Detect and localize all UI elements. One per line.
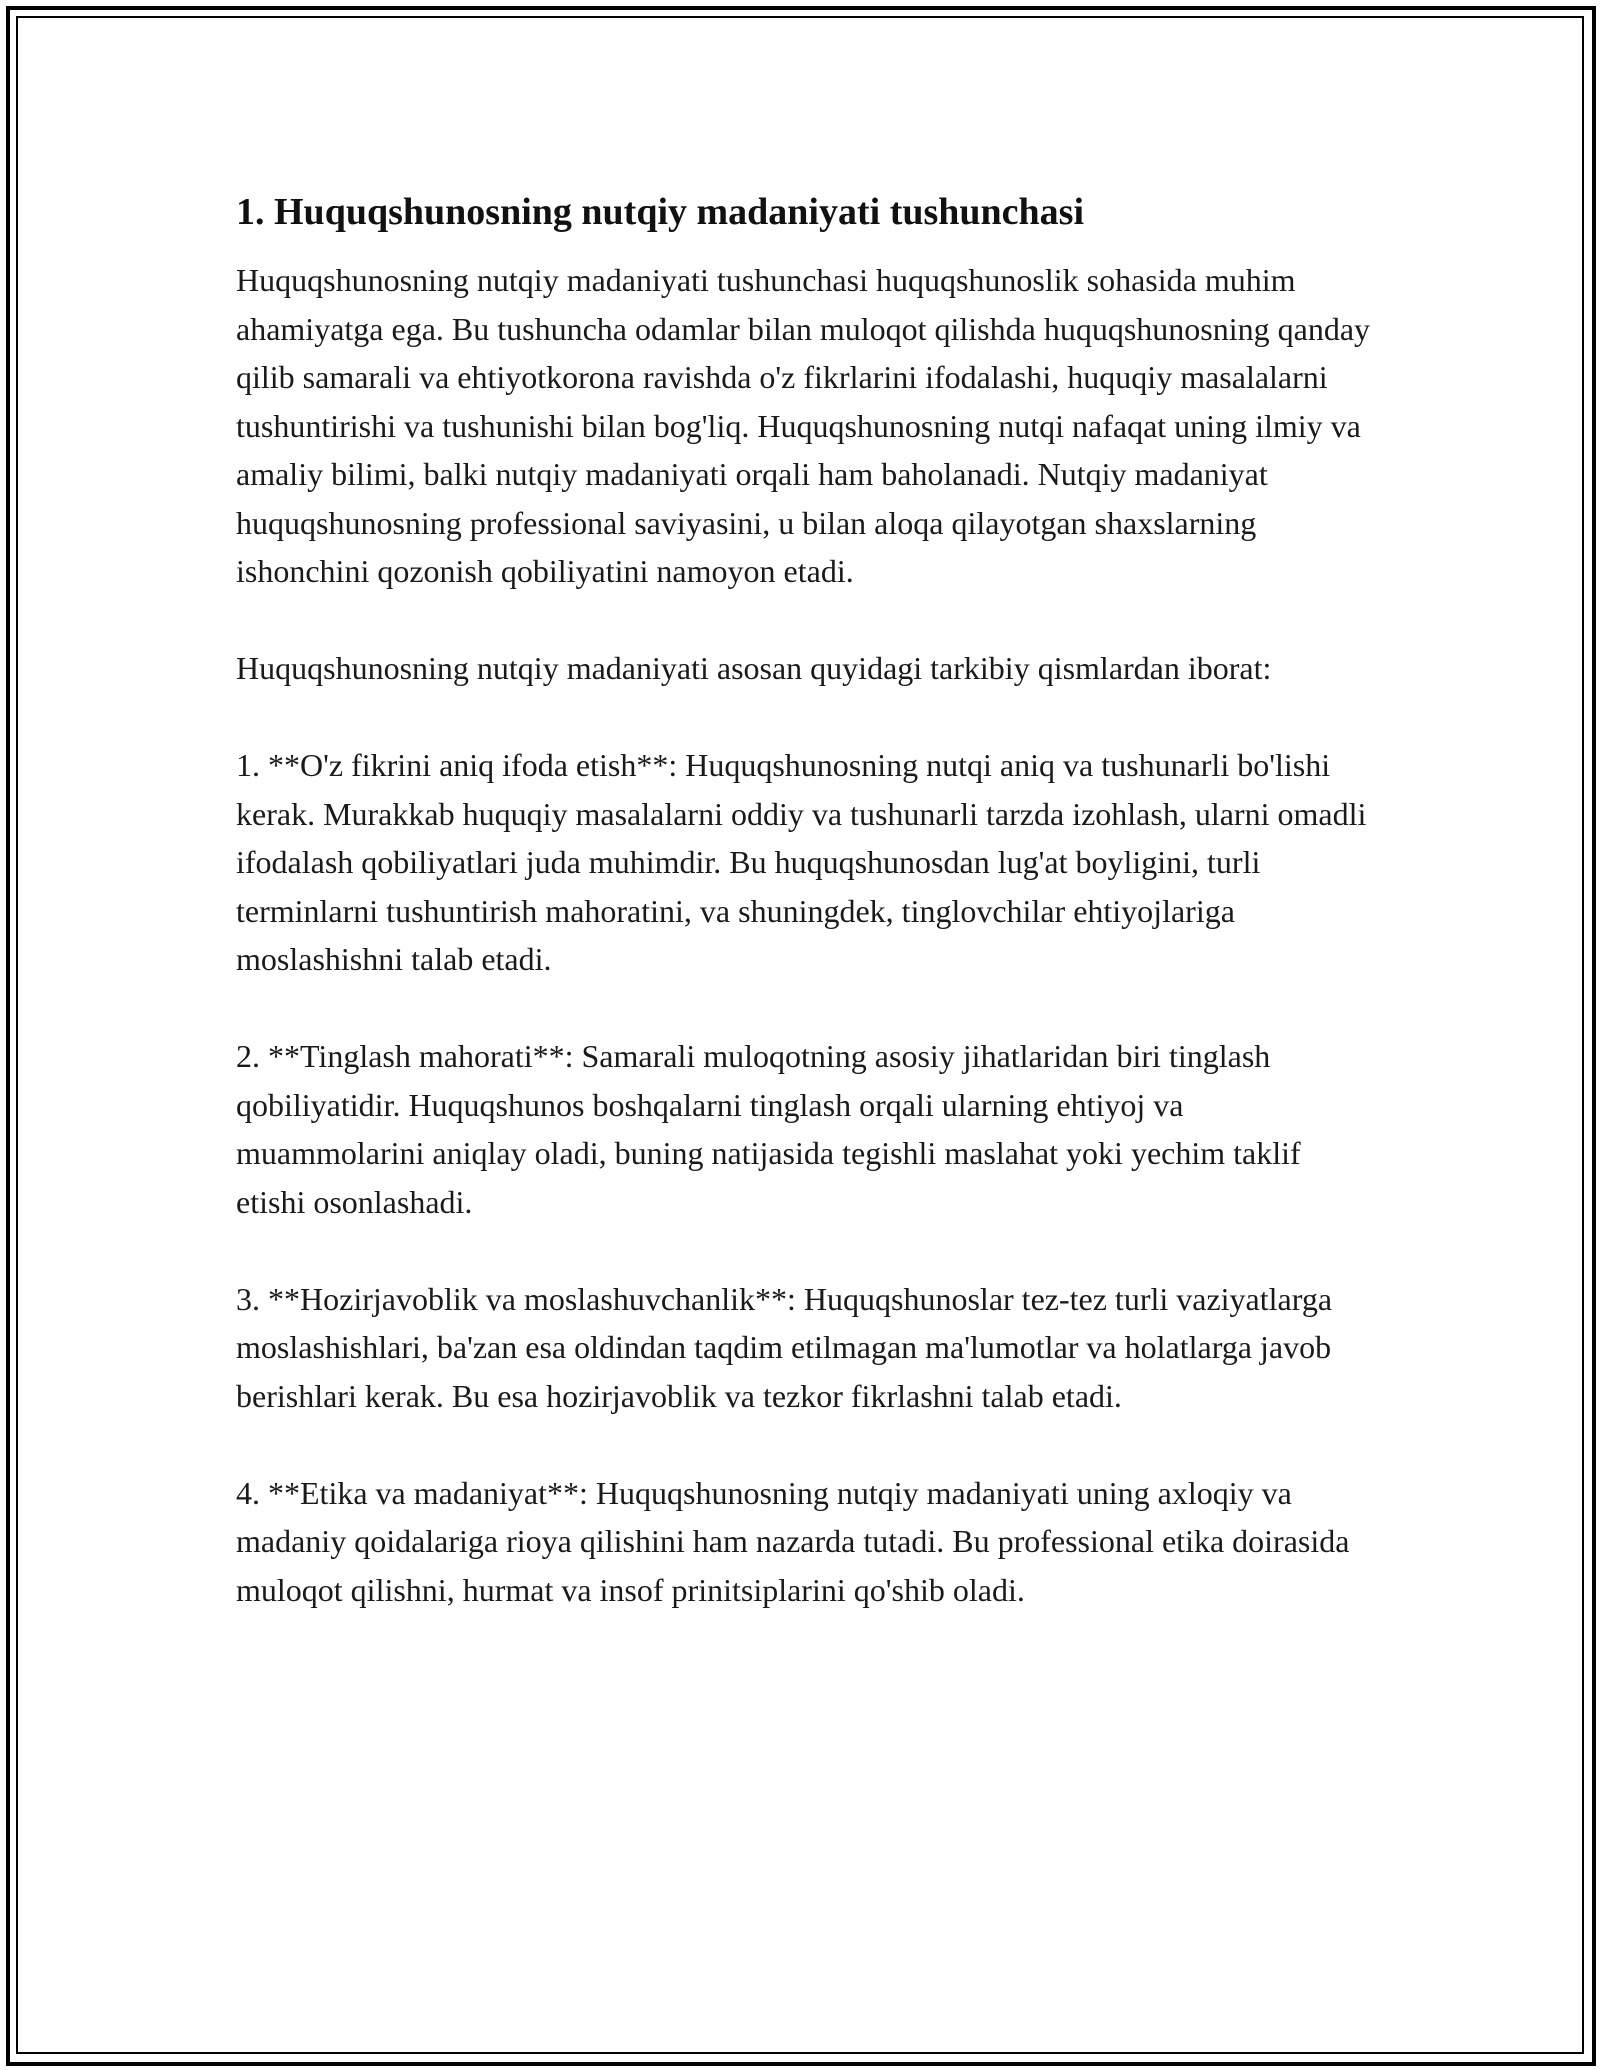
- list-item-4: 4. **Etika va madaniyat**: Huquqshunosning nutqiy madaniyati uning axloqiy va madaniy qoidalariga rioya qilishini ham nazarda tutadi. Bu professional etika doirasida muloqot qilishni, hurmat va insof prinitsiplarini qo'shib oladi.: [236, 1474, 1350, 1608]
- list-item-1: 1. **O'z fikrini aniq ifoda etish**: Huquqshunosning nutqi aniq va tushunarli bo'lishi kerak. Murakkab huquqiy masalalarni oddiy va tushunarli tarzda izohlash, ularni omadli ifodalash qobiliyatlari juda muhimdir. Bu huquqshunosdan lug'at boyligini, turli terminlarni tushuntirish mahoratini, va shuningdek, tinglovchilar ehtiyojlariga moslashishni talab etadi.: [236, 747, 1367, 977]
- paragraph-components-lead: Huquqshunosning nutqiy madaniyati asosan quyidagi tarkibiy qismlardan iborat:: [236, 650, 1272, 686]
- list-item-3: 3. **Hozirjavoblik va moslashuvchanlik**: Huquqshunoslar tez-tez turli vaziyatlarga moslashishlari, ba'zan esa oldindan taqdim etilmagan ma'lumotlar va holatlarga javob berishlari kerak. Bu esa hozirjavoblik va tezkor fikrlashni talab etadi.: [236, 1280, 1333, 1414]
- document-body: [236, 186, 1376, 1663]
- paragraph-intro: Huquqshunosning nutqiy madaniyati tushunchasi huquqshunoslik sohasida muhim ahamiyatga ega. Bu tushuncha odamlar bilan muloqot qilishda huquqshunosning qanday qilib samarali va ehtiyotkorona ravishda o'z fikrlarini ifodalashi, huquqiy masalalarni tushuntirishi va tushunishi bilan bog'liq. Huquqshunosning nutqi nafaqat uning ilmiy va amaliy bilimi, balki nutqiy madaniyati orqali ham baholanadi. Nutqiy madaniyat huquqshunosning professional saviyasini, u bilan aloqa qilayotgan shaxslarning ishonchini qozonish qobiliyatini namoyon etadi.: [236, 262, 1371, 589]
- list-item-2: 2. **Tinglash mahorati**: Samarali muloqotning asosiy jihatlaridan biri tinglash qobiliyatidir. Huquqshunos boshqalarni tinglash orqali ularning ehtiyoj va muammolarini aniqlay oladi, buning natijasida tegishli maslahat yoki yechim taklif etishi osonlashadi.: [236, 1038, 1301, 1220]
- section-heading: 1. Huquqshunosning nutqiy madaniyati tushunchasi: [236, 191, 1085, 233]
